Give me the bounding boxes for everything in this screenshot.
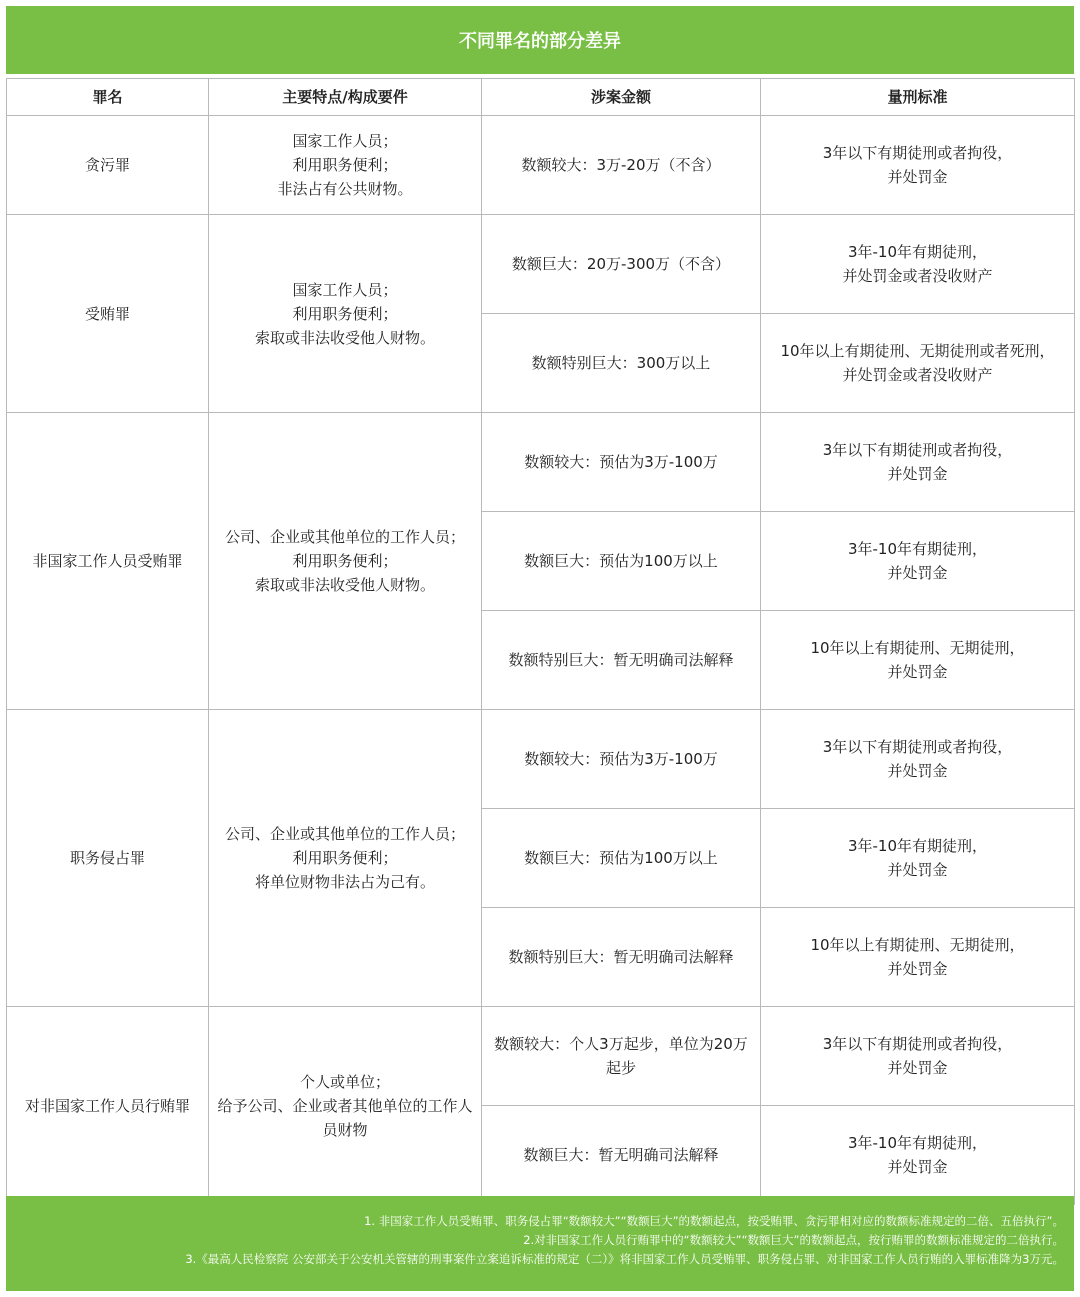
amount-cell: 数额较大：3万-20万（不含）	[482, 116, 761, 215]
crime-comparison-table	[6, 78, 1075, 1205]
sentence-cell: 3年-10年有期徒刑， 并处罚金	[761, 1106, 1075, 1205]
sentence-cell: 3年-10年有期徒刑， 并处罚金或者没收财产	[761, 215, 1075, 314]
sentence-cell: 3年以下有期徒刑或者拘役， 并处罚金	[761, 116, 1075, 215]
features-cell: 公司、企业或其他单位的工作人员； 利用职务便利； 将单位财物非法占为己有。	[209, 710, 482, 1007]
table-row	[7, 215, 1075, 314]
sentence-cell: 3年以下有期徒刑或者拘役， 并处罚金	[761, 710, 1075, 809]
sentence-cell: 10年以上有期徒刑、无期徒刑， 并处罚金	[761, 611, 1075, 710]
sentence-cell: 10年以上有期徒刑、无期徒刑， 并处罚金	[761, 908, 1075, 1007]
crime-name-cell: 受贿罪	[7, 215, 209, 413]
footnote-3: 3.《最高人民检察院 公安部关于公安机关管辖的刑事案件立案追诉标准的规定（二）》将非国家工作人员受贿罪、职务侵占罪、对非国家工作人员行贿的入罪标准降为3万元。	[185, 1252, 1064, 1266]
amount-cell: 数额特别巨大：暂无明确司法解释	[482, 611, 761, 710]
header-row	[7, 79, 1075, 116]
table-row	[7, 710, 1075, 809]
amount-cell: 数额巨大：20万-300万（不含）	[482, 215, 761, 314]
sentence-cell: 10年以上有期徒刑、无期徒刑或者死刑， 并处罚金或者没收财产	[761, 314, 1075, 413]
sentence-cell: 3年以下有期徒刑或者拘役， 并处罚金	[761, 1007, 1075, 1106]
amount-cell: 数额特别巨大：300万以上	[482, 314, 761, 413]
features-cell: 国家工作人员； 利用职务便利； 索取或非法收受他人财物。	[209, 215, 482, 413]
document-frame	[6, 6, 1074, 1291]
features-cell: 国家工作人员； 利用职务便利； 非法占有公共财物。	[209, 116, 482, 215]
footnotes	[6, 1196, 1074, 1291]
table-row	[7, 1007, 1075, 1106]
amount-cell: 数额较大：预估为3万-100万	[482, 413, 761, 512]
footnote-2: 2.对非国家工作人员行贿罪中的“数额较大”“数额巨大”的数额起点，按行贿罪的数额标准规定的二倍执行。	[523, 1233, 1064, 1247]
crime-name-cell: 对非国家工作人员行贿罪	[7, 1007, 209, 1205]
header-sentence: 量刑标准	[761, 79, 1075, 116]
table-row	[7, 413, 1075, 512]
table-row	[7, 116, 1075, 215]
crime-name-cell: 非国家工作人员受贿罪	[7, 413, 209, 710]
crime-name-cell: 职务侵占罪	[7, 710, 209, 1007]
footnote-1: 1. 非国家工作人员受贿罪、职务侵占罪“数额较大”“数额巨大”的数额起点，按受贿罪、贪污罪相对应的数额标准规定的二倍、五倍执行”。	[364, 1214, 1064, 1228]
amount-cell: 数额巨大：预估为100万以上	[482, 512, 761, 611]
features-cell: 公司、企业或其他单位的工作人员； 利用职务便利； 索取或非法收受他人财物。	[209, 413, 482, 710]
amount-cell: 数额巨大：暂无明确司法解释	[482, 1106, 761, 1205]
sentence-cell: 3年以下有期徒刑或者拘役， 并处罚金	[761, 413, 1075, 512]
amount-cell: 数额巨大：预估为100万以上	[482, 809, 761, 908]
header-features: 主要特点/构成要件	[209, 79, 482, 116]
header-amount: 涉案金额	[482, 79, 761, 116]
crime-name-cell: 贪污罪	[7, 116, 209, 215]
features-cell: 个人或单位； 给予公司、企业或者其他单位的工作人员财物	[209, 1007, 482, 1205]
sentence-cell: 3年-10年有期徒刑， 并处罚金	[761, 809, 1075, 908]
header-crime-name: 罪名	[7, 79, 209, 116]
sentence-cell: 3年-10年有期徒刑， 并处罚金	[761, 512, 1075, 611]
amount-cell: 数额较大：预估为3万-100万	[482, 710, 761, 809]
table-title: 不同罪名的部分差异	[6, 6, 1074, 74]
amount-cell: 数额较大：个人3万起步，单位为20万起步	[482, 1007, 761, 1106]
amount-cell: 数额特别巨大：暂无明确司法解释	[482, 908, 761, 1007]
